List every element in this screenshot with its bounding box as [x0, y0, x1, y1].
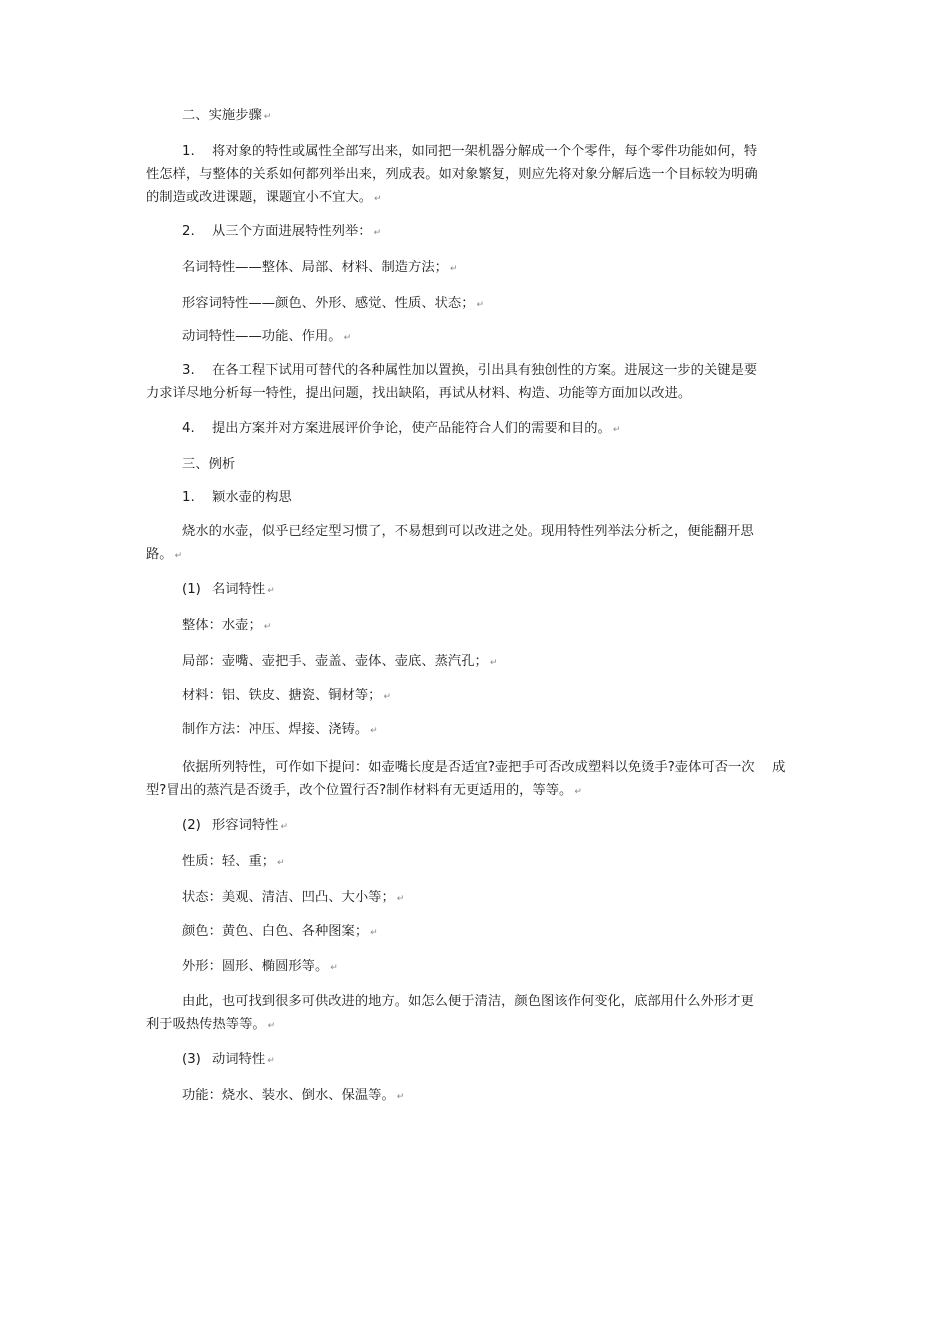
paragraph-step-1: 1. 将对象的特性或属性全部写出来，如同把一架机器分解成一个个零件，每个零件功能如何，特 性怎样，与整体的关系如何都列举出来，列成表。如对象繁复，则应先将对象分解后选一个目标较为明确 的制造或改进课题，课题宜小不宜大。 ↵ [146, 144, 758, 205]
section-heading-example: 三、例析 [182, 457, 236, 472]
paragraph-mark-icon: ↵ [476, 300, 485, 310]
paragraph-shape: 外形：圆形、椭圆形等。 ↵ [182, 959, 338, 974]
paragraph-step-4: 4. 提出方案并对方案进展评价争论，使产品能符合人们的需要和目的。 ↵ [182, 421, 621, 436]
paragraph-questions-1: 依据所列特性，可作如下提问：如壶嘴长度是否适宜?壶把手可否改成塑料以免烫手?壶体可否一次 成 型?冒出的蒸汽是否烫手，改个位置行否?制作材料有无更适用的，等等。 ↵ [146, 760, 786, 798]
paragraph-mark-icon: ↵ [489, 658, 498, 668]
paragraph-color: 颜色：黄色、白色、各种图案； ↵ [182, 924, 378, 939]
paragraph-verb-features: 动词特性——功能、作用。 ↵ [182, 329, 352, 344]
paragraph-mark-icon: ↵ [263, 622, 272, 632]
paragraph-mark-icon: ↵ [374, 194, 382, 204]
paragraph-mark-icon: ↵ [267, 1056, 275, 1066]
paragraph-methods: 制作方法：冲压、焊接、浇铸。 ↵ [182, 722, 378, 737]
paragraph-mark-icon: ↵ [373, 228, 382, 238]
subheading-noun-features: (1) 名词特性 ↵ [182, 582, 275, 597]
paragraph-mark-icon: ↵ [574, 787, 582, 797]
paragraph-adjective-features: 形容词特性——颜色、外形、感觉、性质、状态； ↵ [182, 296, 485, 311]
subheading-verb-features: (3) 动词特性 ↵ [182, 1052, 275, 1067]
paragraph-mark-icon: ↵ [267, 1021, 276, 1031]
paragraph-whole: 整体：水壶； ↵ [182, 618, 272, 633]
paragraph-mark-icon: ↵ [267, 586, 275, 596]
example-title: 1. 颖水壶的构思 [182, 490, 292, 505]
paragraph-step-3: 3. 在各工程下试用可替代的各种属性加以置换，引出具有独创性的方案。进展这一步的关键是要 力求详尽地分析每一特性，提出问题，找出缺陷，再试从材料、构造、功能等方面加以改进。 [146, 363, 758, 401]
paragraph-mark-icon: ↵ [343, 333, 352, 343]
paragraph-mark-icon: ↵ [280, 822, 289, 832]
subheading-adjective-features: (2) 形容词特性 ↵ [182, 818, 289, 833]
paragraph-mark-icon: ↵ [612, 425, 621, 435]
paragraph-kettle-intro: 烧水的水壶，似乎已经定型习惯了，不易想到可以改进之处。现用特性列举法分析之，便能翻开思 路。 ↵ [146, 524, 754, 562]
paragraph-mark-icon: ↵ [449, 264, 458, 274]
paragraph-nature: 性质：轻、重； ↵ [182, 854, 285, 869]
paragraph-questions-2: 由此，也可找到很多可供改进的地方。如怎么便于清洁，颜色图该作何变化，底部用什么外形才更 利于吸热传热等等。 ↵ [146, 994, 754, 1032]
paragraph-function: 功能：烧水、装水、倒水、保温等。 ↵ [182, 1088, 405, 1103]
paragraph-mark-icon: ↵ [330, 963, 338, 973]
paragraph-noun-features: 名词特性——整体、局部、材料、制造方法； ↵ [182, 260, 458, 275]
paragraph-mark-icon: ↵ [277, 858, 285, 868]
paragraph-materials: 材料：铝、铁皮、搪瓷、铜材等； ↵ [182, 688, 391, 703]
paragraph-step-2: 2. 从三个方面进展特性列举： ↵ [182, 224, 382, 239]
paragraph-state: 状态：美观、清洁、凹凸、大小等； ↵ [182, 890, 405, 905]
paragraph-parts: 局部：壶嘴、壶把手、壶盖、壶体、壶底、蒸汽孔； ↵ [182, 654, 498, 669]
paragraph-mark-icon: ↵ [263, 112, 272, 122]
paragraph-mark-icon: ↵ [370, 928, 378, 938]
paragraph-mark-icon: ↵ [370, 726, 378, 736]
paragraph-mark-icon: ↵ [383, 692, 391, 702]
paragraph-mark-icon: ↵ [396, 1092, 405, 1102]
section-heading-steps: 二、实施步骤 ↵ [182, 108, 272, 123]
paragraph-mark-icon: ↵ [396, 894, 405, 904]
paragraph-mark-icon: ↵ [174, 551, 183, 561]
